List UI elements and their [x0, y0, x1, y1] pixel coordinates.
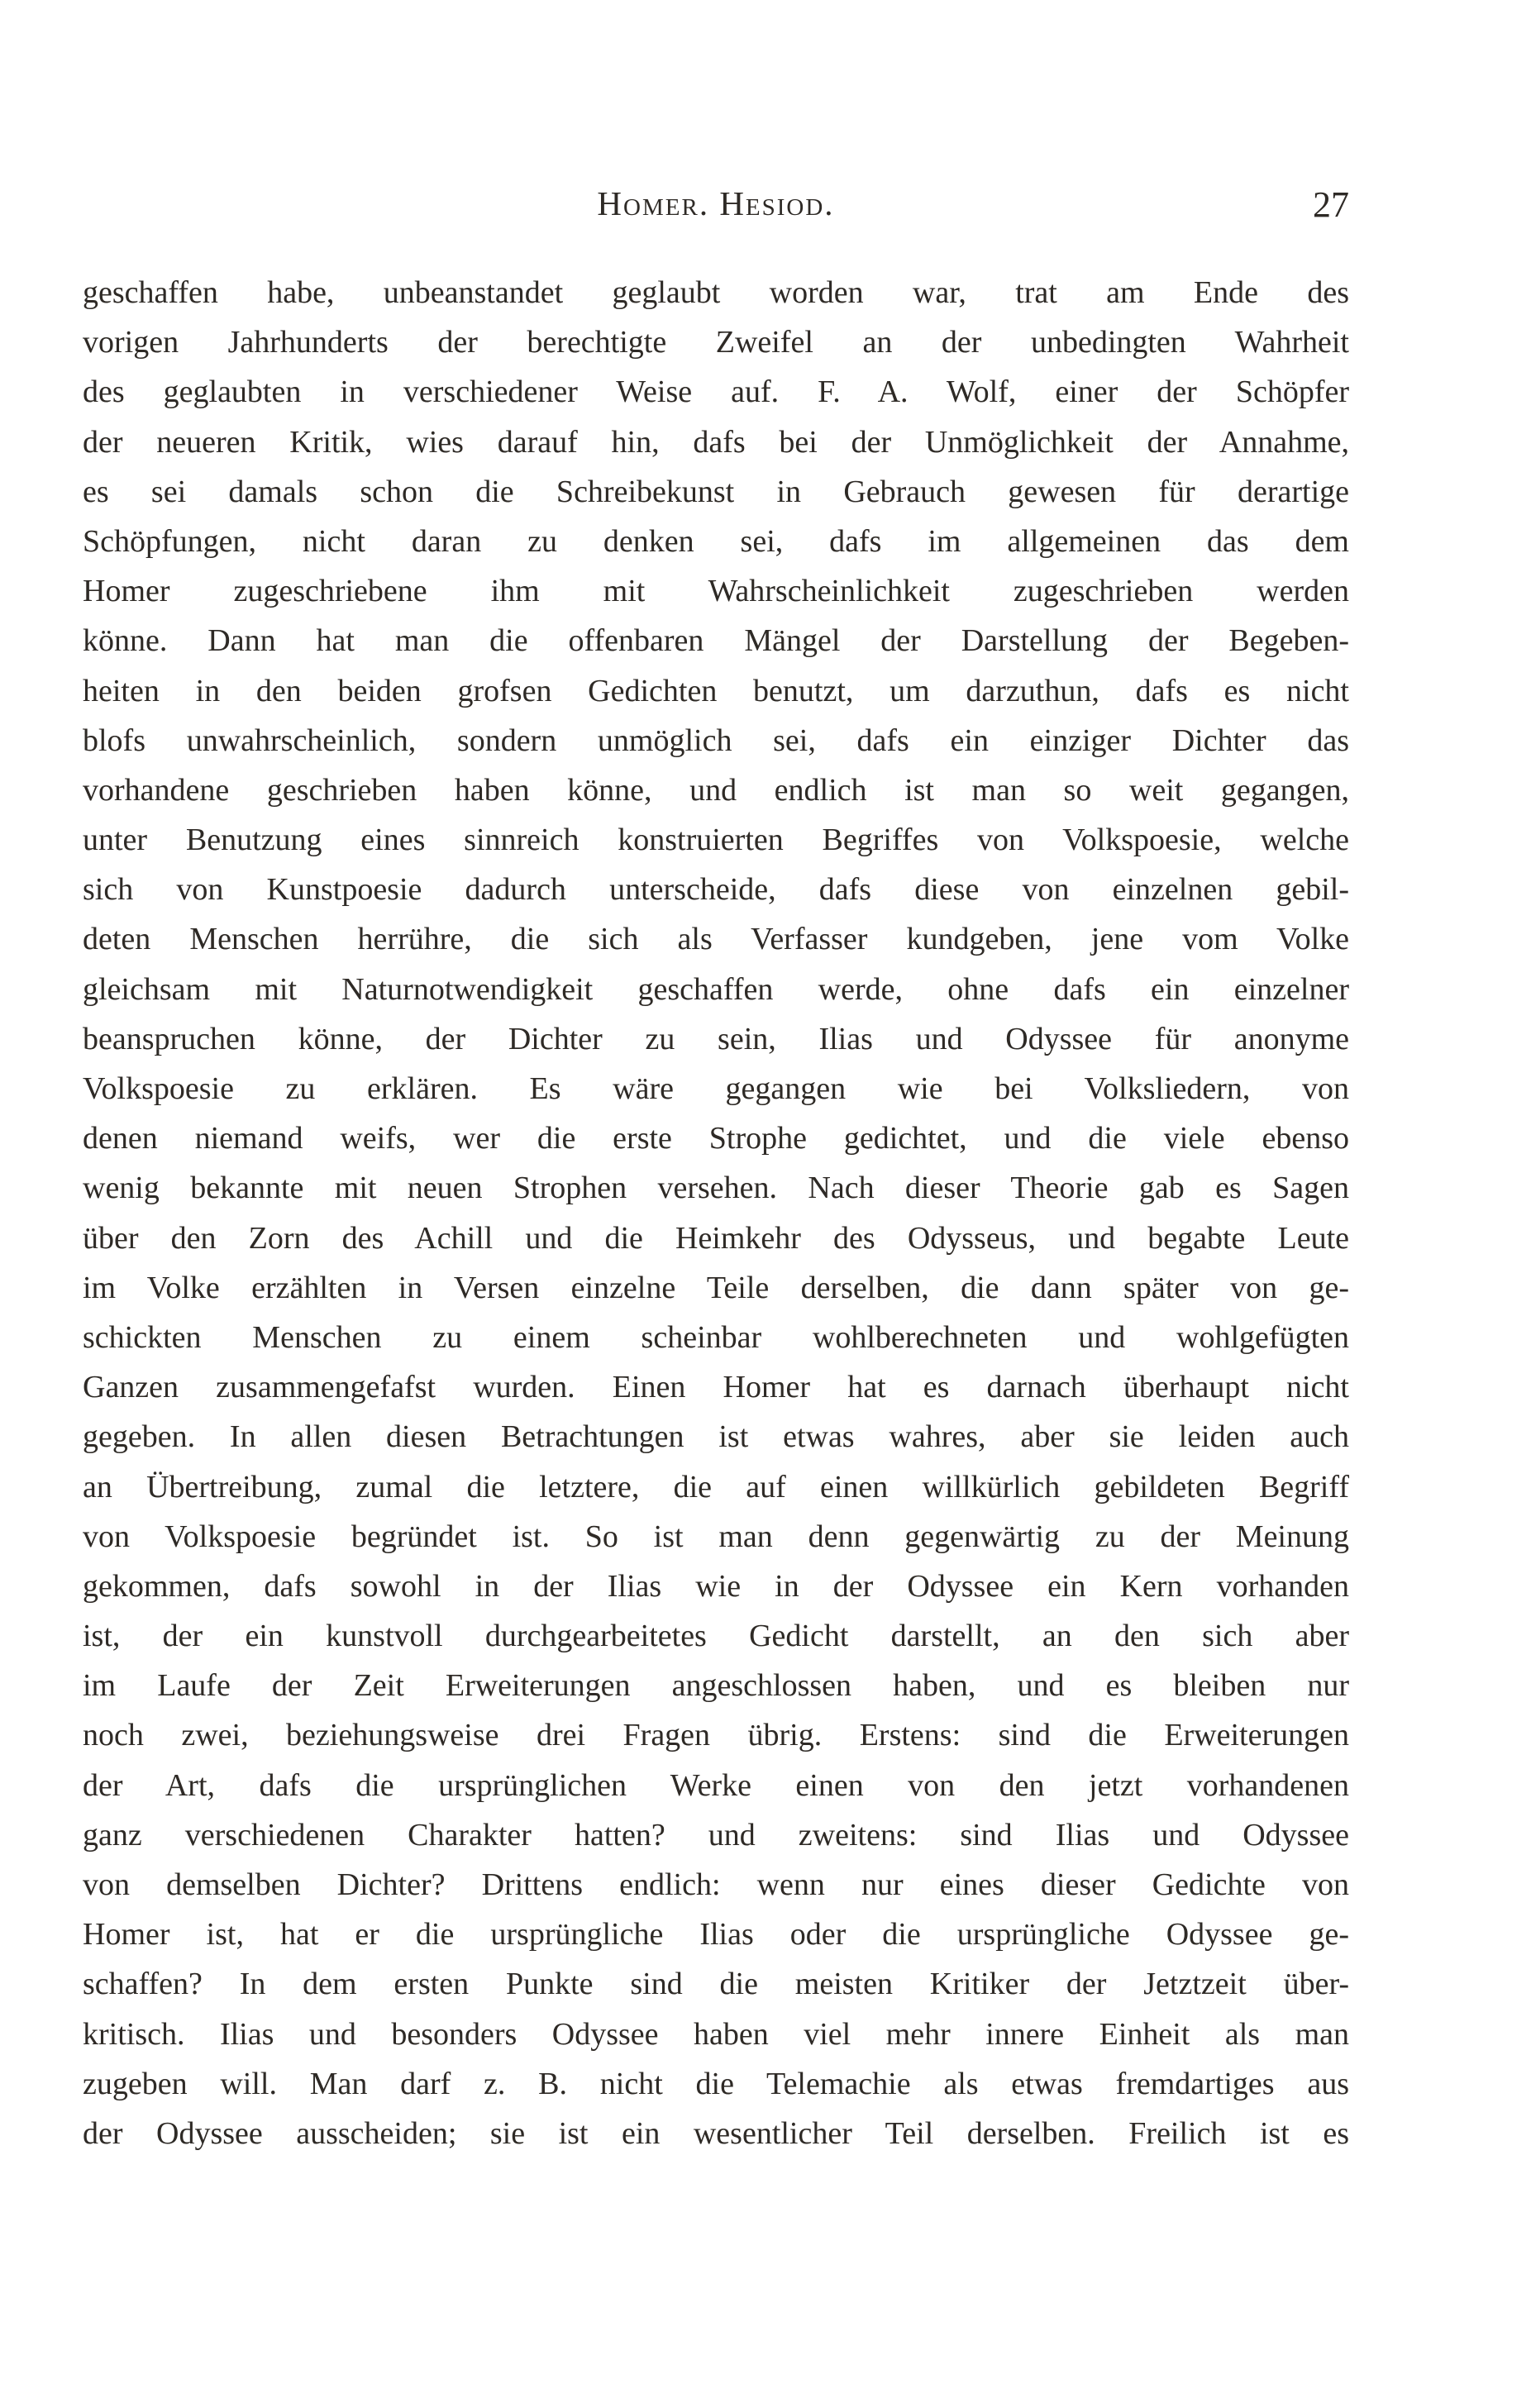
text-line: der Odyssee ausscheiden; sie ist ein wesentlicher Teil derselben. Freilich ist es [83, 2115, 1349, 2151]
text-line: denen niemand weifs, wer die erste Strophe gedichtet, und die viele ebenso [83, 1121, 1349, 1156]
text-line: schaffen? In dem ersten Punkte sind die meisten Kritiker der Jetztzeit über- [83, 1967, 1349, 2002]
text-line: gegeben. In allen diesen Betrachtungen ist etwas wahres, aber sie leiden auch [83, 1419, 1349, 1455]
text-line: blofs unwahrscheinlich, sondern unmöglich sei, dafs ein einziger Dichter das [83, 722, 1349, 758]
text-line: ganz verschiedenen Charakter hatten? und zweitens: sind Ilias und Odyssee [83, 1817, 1349, 1852]
page-number: 27 [1313, 184, 1349, 225]
text-line: sich von Kunstpoesie dadurch unterscheide, dafs diese von einzelnen gebil- [83, 872, 1349, 908]
text-line: von Volkspoesie begründet ist. So ist man denn gegenwärtig zu der Meinung [83, 1519, 1349, 1554]
text-line: schickten Menschen zu einem scheinbar wohlberechneten und wohlgefügten [83, 1319, 1349, 1355]
text-line: vorigen Jahrhunderts der berechtigte Zweifel an der unbedingten Wahrheit [83, 325, 1349, 360]
text-line: im Laufe der Zeit Erweiterungen angeschlossen haben, und es bleiben nur [83, 1668, 1349, 1704]
text-line: an Übertreibung, zumal die letztere, die auf einen willkürlich gebildeten Begriff [83, 1469, 1349, 1504]
text-line: zugeben will. Man darf z. B. nicht die Telemachie als etwas fremdartiges aus [83, 2066, 1349, 2101]
text-line: geschaffen habe, unbeanstandet geglaubt worden war, trat am Ende des [83, 275, 1349, 310]
body-text [83, 268, 1349, 2158]
text-line: beanspruchen könne, der Dichter zu sein, Ilias und Odyssee für anonyme [83, 1021, 1349, 1056]
text-line: unter Benutzung eines sinnreich konstruierten Begriffes von Volkspoesie, welche [83, 823, 1349, 858]
text-line: heiten in den beiden grofsen Gedichten benutzt, um darzuthun, dafs es nicht [83, 673, 1349, 708]
text-line: deten Menschen herrühre, die sich als Verfasser kundgeben, jene vom Volke [83, 922, 1349, 957]
running-head [83, 184, 1349, 233]
text-line: ist, der ein kunstvoll durchgearbeitetes Gedicht darstellt, an den sich aber [83, 1619, 1349, 1654]
text-line: über den Zorn des Achill und die Heimkehr des Odysseus, und begabte Leute [83, 1220, 1349, 1256]
text-line: von demselben Dichter? Drittens endlich: wenn nur eines dieser Gedichte von [83, 1867, 1349, 1902]
text-line: kritisch. Ilias und besonders Odyssee haben viel mehr innere Einheit als man [83, 2016, 1349, 2052]
text-line: Ganzen zusammengefafst wurden. Einen Homer hat es darnach überhaupt nicht [83, 1370, 1349, 1405]
text-line: könne. Dann hat man die offenbaren Mängel der Darstellung der Begeben- [83, 623, 1349, 659]
text-line: es sei damals schon die Schreibekunst in Gebrauch gewesen für derartige [83, 474, 1349, 509]
text-line: noch zwei, beziehungsweise drei Fragen übrig. Erstens: sind die Erweiterungen [83, 1718, 1349, 1753]
text-line: im Volke erzählten in Versen einzelne Teile derselben, die dann später von ge- [83, 1270, 1349, 1305]
text-line: Homer ist, hat er die ursprüngliche Ilias oder die ursprüngliche Odyssee ge- [83, 1917, 1349, 1953]
text-line: gleichsam mit Naturnotwendigkeit geschaffen werde, ohne dafs ein einzelner [83, 971, 1349, 1007]
text-line: der Art, dafs die ursprünglichen Werke einen von den jetzt vorhandenen [83, 1767, 1349, 1803]
text-line: des geglaubten in verschiedener Weise auf. F. A. Wolf, einer der Schöpfer [83, 374, 1349, 410]
text-line: Schöpfungen, nicht daran zu denken sei, dafs im allgemeinen das dem [83, 523, 1349, 559]
text-line: wenig bekannte mit neuen Strophen versehen. Nach dieser Theorie gab es Sagen [83, 1171, 1349, 1206]
text-line: gekommen, dafs sowohl in der Ilias wie in der Odyssee ein Kern vorhanden [83, 1568, 1349, 1604]
text-line: Volkspoesie zu erklären. Es wäre gegangen wie bei Volksliedern, von [83, 1071, 1349, 1106]
text-line: vorhandene geschrieben haben könne, und endlich ist man so weit gegangen, [83, 772, 1349, 808]
text-line: der neueren Kritik, wies darauf hin, dafs bei der Unmöglichkeit der Annahme, [83, 424, 1349, 460]
text-line: Homer zugeschriebene ihm mit Wahrscheinlichkeit zugeschrieben werden [83, 574, 1349, 609]
running-title: Homer. Hesiod. [597, 184, 835, 222]
